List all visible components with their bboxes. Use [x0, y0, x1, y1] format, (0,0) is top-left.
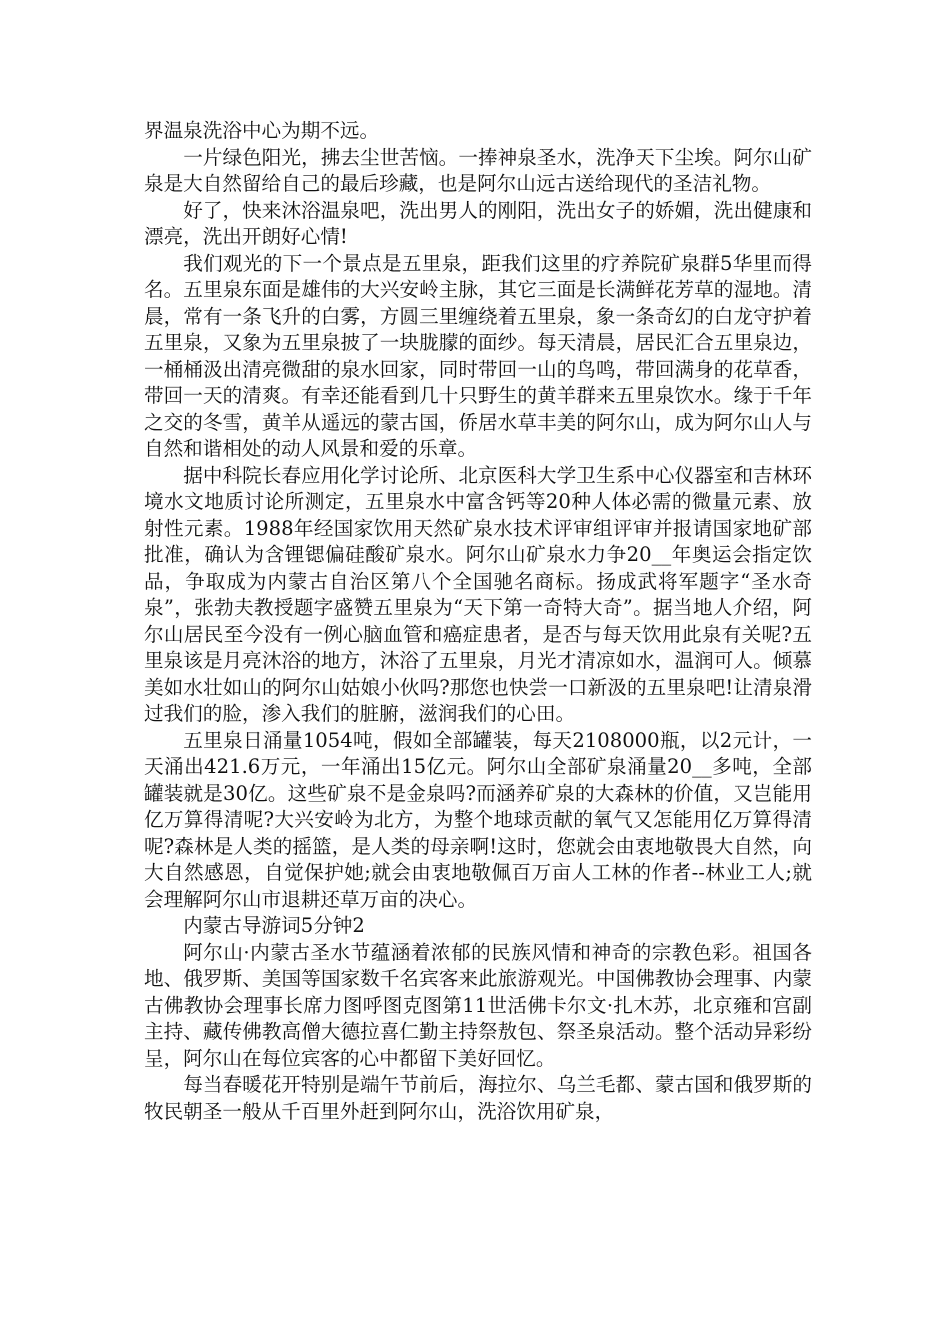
paragraph-wuli-spring: 我们观光的下一个景点是五里泉，距我们这里的疗养院矿泉群5华里而得名。五里泉东面是雄伟的大兴安岭主脉，其它三面是长满鲜花芳草的湿地。清晨，常有一条飞升的白雾，方圆三里缠绕着五里泉，象一条奇幻的白龙守护着五里泉，又象为五里泉披了一块胧朦的面纱。每天清晨，居民汇合五里泉边，一桶桶汲出清亮微甜的泉水回家，同时带回一山的鸟鸣，带回满身的花草香，带回一天的清爽。有幸还能看到几十只野生的黄羊群来五里泉饮水。缘于千年之交的冬雪，黄羊从遥远的蒙古国，侨居水草丰美的阿尔山，成为阿尔山人与自然和谐相处的动人风景和爱的乐章。: [144, 251, 812, 460]
paragraph-pilgrimage: 每当春暖花开特别是端午节前后，海拉尔、乌兰毛都、蒙古国和俄罗斯的牧民朝圣一般从千百里外赶到阿尔山，洗浴饮用矿泉，: [144, 1073, 812, 1123]
paragraph-holy-water-festival: 阿尔山·内蒙古圣水节蕴涵着浓郁的民族风情和神奇的宗教色彩。祖国各地、俄罗斯、美国等国家数千名宾客来此旅游观光。中国佛教协会理事、内蒙古佛教协会理事长席力图呼图克图第11世活佛卡尔文·扎木苏，北京雍和宫副主持、藏传佛教高僧大德拉喜仁勤主持祭敖包、祭圣泉活动。整个活动异彩纷呈，阿尔山在每位宾客的心中都留下美好回忆。: [144, 940, 812, 1070]
paragraph-continued: 界温泉洗浴中心为期不远。: [144, 119, 380, 142]
paragraph-green-sunlight: 一片绿色阳光，拂去尘世苦恼。一捧神泉圣水，洗净天下尘埃。阿尔山矿泉是大自然留给自己的最后珍藏，也是阿尔山远古送给现代的圣洁礼物。: [144, 145, 812, 195]
document-body: [144, 118, 812, 1125]
section-heading: 内蒙古导游词5分钟2: [183, 914, 365, 937]
paragraph-mineral-analysis: 据中科院长春应用化学讨论所、北京医科大学卫生系中心仪器室和吉林环境水文地质讨论所测定，五里泉水中富含钙等20种人体必需的微量元素、放射性元素。1988年经国家饮用天然矿泉水技术评审组评审并报请国家地矿部批准，确认为含锂锶偏硅酸矿泉水。阿尔山矿泉水力争20__年奥运会指定饮品，争取成为内蒙古自治区第八个全国驰名商标。扬成武将军题字“圣水奇泉”，张勃夫教授题字盛赞五里泉为“天下第一奇特大奇”。据当地人介绍，阿尔山居民至今没有一例心脑血管和癌症患者，是否与每天饮用此泉有关呢?五里泉该是月亮沐浴的地方，沐浴了五里泉，月光才清凉如水，温润可人。倾慕美如水壮如山的阿尔山姑娘小伙吗?那您也快尝一口新汲的五里泉吧!让清泉滑过我们的脸，渗入我们的脏腑，滋润我们的心田。: [144, 463, 812, 725]
paragraph-hot-spring-bath: 好了，快来沐浴温泉吧，洗出男人的刚阳，洗出女子的娇媚，洗出健康和漂亮，洗出开朗好心情!: [144, 198, 812, 248]
paragraph-spring-value: 五里泉日涌量1054吨，假如全部罐装，每天2108000瓶，以2元计，一天涌出421.6万元，一年涌出15亿元。阿尔山全部矿泉涌量20__多吨，全部罐装就是30亿。这些矿泉不是金泉吗?而涵养矿泉的大森林的价值，又岂能用亿万算得清呢?大兴安岭为北方，为整个地球贡献的氧气又怎能用亿万算得清呢?森林是人类的摇篮，是人类的母亲啊!这时，您就会由衷地敬畏大自然，向大自然感恩，自觉保护她;就会由衷地敬佩百万亩人工林的作者--林业工人;就会理解阿尔山市退耕还草万亩的决心。: [144, 728, 812, 911]
